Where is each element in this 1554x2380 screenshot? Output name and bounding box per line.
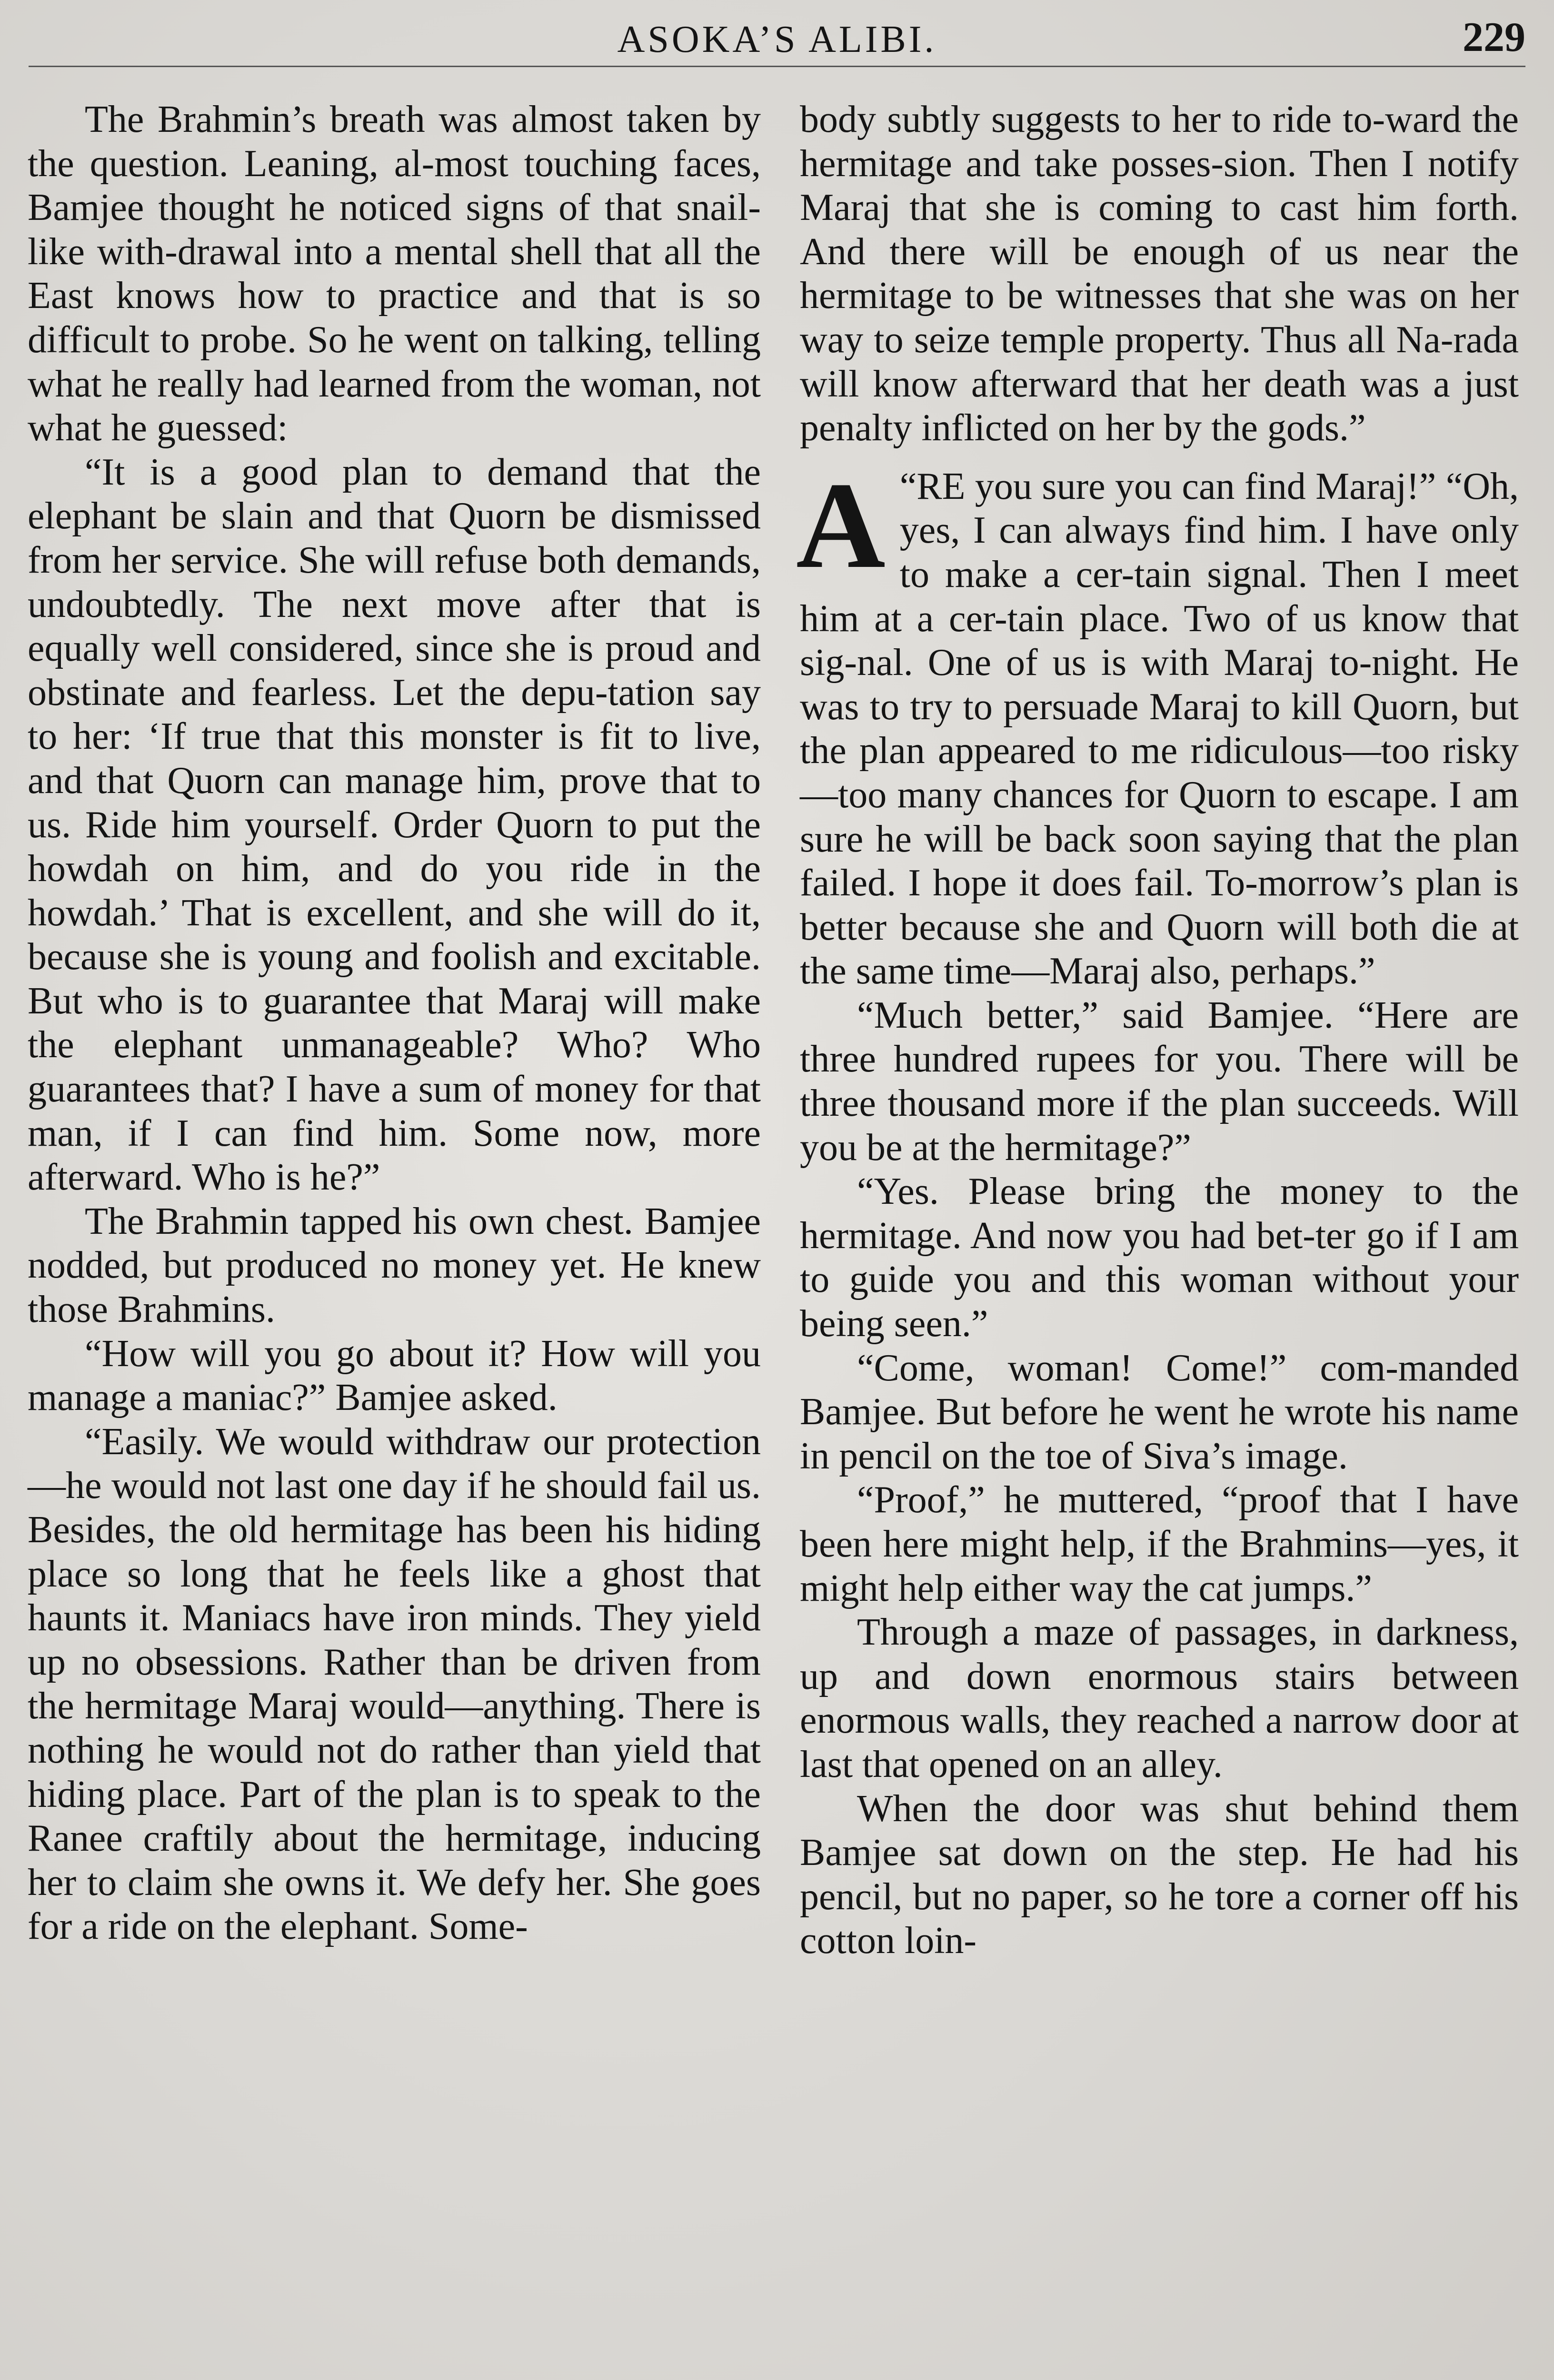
- paragraph: “How will you go about it? How will you manage a maniac?” Bamjee asked.: [28, 1332, 761, 1419]
- paragraph-continuation: body subtly suggests to her to ride to-ward the hermitage and take posses-sion. Then I notify Maraj that she is coming to cast him forth. And there will be enough of us near the hermitage to be witnesses that she was on her way to seize temple property. Thus all Na-rada will know afterward that her death was a just penalty inflicted on her by the gods.”: [800, 99, 1519, 449]
- right-column: [796, 98, 1519, 1963]
- dropcap-paragraph: [796, 456, 1519, 993]
- running-title: ASOKA’S ALIBI.: [617, 19, 937, 60]
- paragraph: “Easily. We would withdraw our protection—he would not last one day if he should fail us. Besides, the old hermitage has been his hiding place so long that he feels like a ghost that haunts it. Maniacs have iron minds. They yield up no obsessions. Rather than be driven from the hermitage Maraj would—anything. There is nothing he would not do rather than yield that hiding place. Part of the plan is to speak to the Ranee craftily about the hermitage, inducing her to claim she owns it. We defy her. She goes for a ride on the elephant. Some-: [28, 1420, 761, 1948]
- dropcap-paragraph-text: RE you sure you can find Maraj!” “Oh, yes, I can always find him. I have only to make a cer-tain signal. Then I meet him at a cer-tain place. Two of us know that sig-nal. One of us is with Maraj to-night. He was to try to persuade Maraj to kill Quorn, but the plan appeared to me ridiculous—too risky—too many chances for Quorn to escape. I am sure he will be back soon saying that the plan failed. I hope it does fail. To-morrow’s plan is better because she and Quorn will both die at the same time—Maraj also, perhaps.”: [800, 465, 1519, 992]
- paragraph: When the door was shut behind them Bamjee sat down on the step. He had his pencil, but no paper, so he tore a corner off his cotton loin-: [800, 1787, 1519, 1962]
- paragraph: “Yes. Please bring the money to the hermitage. And now you had bet-ter go if I am to guide you and this woman without your being seen.”: [800, 1170, 1519, 1345]
- paragraph: “Much better,” said Bamjee. “Here are three hundred rupees for you. There will be three thousand more if the plan succeeds. Will you be at the hermitage?”: [800, 994, 1519, 1169]
- page-number: 229: [1463, 14, 1525, 60]
- paragraph: “Proof,” he muttered, “proof that I have been here might help, if the Brahmins—yes, it might help either way the cat jumps.”: [800, 1479, 1519, 1609]
- page-header: [29, 9, 1525, 67]
- opening-quote: “: [899, 465, 917, 507]
- paragraph: The Brahmin’s breath was almost taken by the question. Leaning, al-most touching faces, Bamjee thought he noticed signs of that snail-like with-drawal into a mental shell that all the East knows how to practice and that is so difficult to probe. So he went on talking, telling what he really had learned from the woman, not what he guessed:: [28, 99, 761, 449]
- left-column: [28, 98, 761, 1949]
- section-break: [800, 450, 1519, 465]
- paragraph: The Brahmin tapped his own chest. Bamjee nodded, but produced no money yet. He knew those Brahmins.: [28, 1200, 761, 1331]
- paragraph: Through a maze of passages, in darkness, up and down enormous stairs between enormous walls, they reached a narrow door at last that opened on an alley.: [800, 1611, 1519, 1785]
- drop-cap-letter: A: [796, 456, 886, 594]
- paragraph: “It is a good plan to demand that the elephant be slain and that Quorn be dismissed from her service. She will refuse both demands, undoubtedly. The next move after that is equally well considered, since she is proud and obstinate and fearless. Let the depu-tation say to her: ‘If true that this monster is fit to live, and that Quorn can manage him, prove that to us. Ride him yourself. Order Quorn to put the howdah on him, and do you ride in the howdah.’ That is excellent, and she will do it, because she is young and foolish and excitable. But who is to guarantee that Maraj will make the elephant unmanageable? Who? Who guarantees that? I have a sum of money for that man, if I can find him. Some now, more afterward. Who is he?”: [28, 451, 761, 1199]
- paragraph: “Come, woman! Come!” com-manded Bamjee. But before he went he wrote his name in pencil on the toe of Siva’s image.: [800, 1347, 1519, 1477]
